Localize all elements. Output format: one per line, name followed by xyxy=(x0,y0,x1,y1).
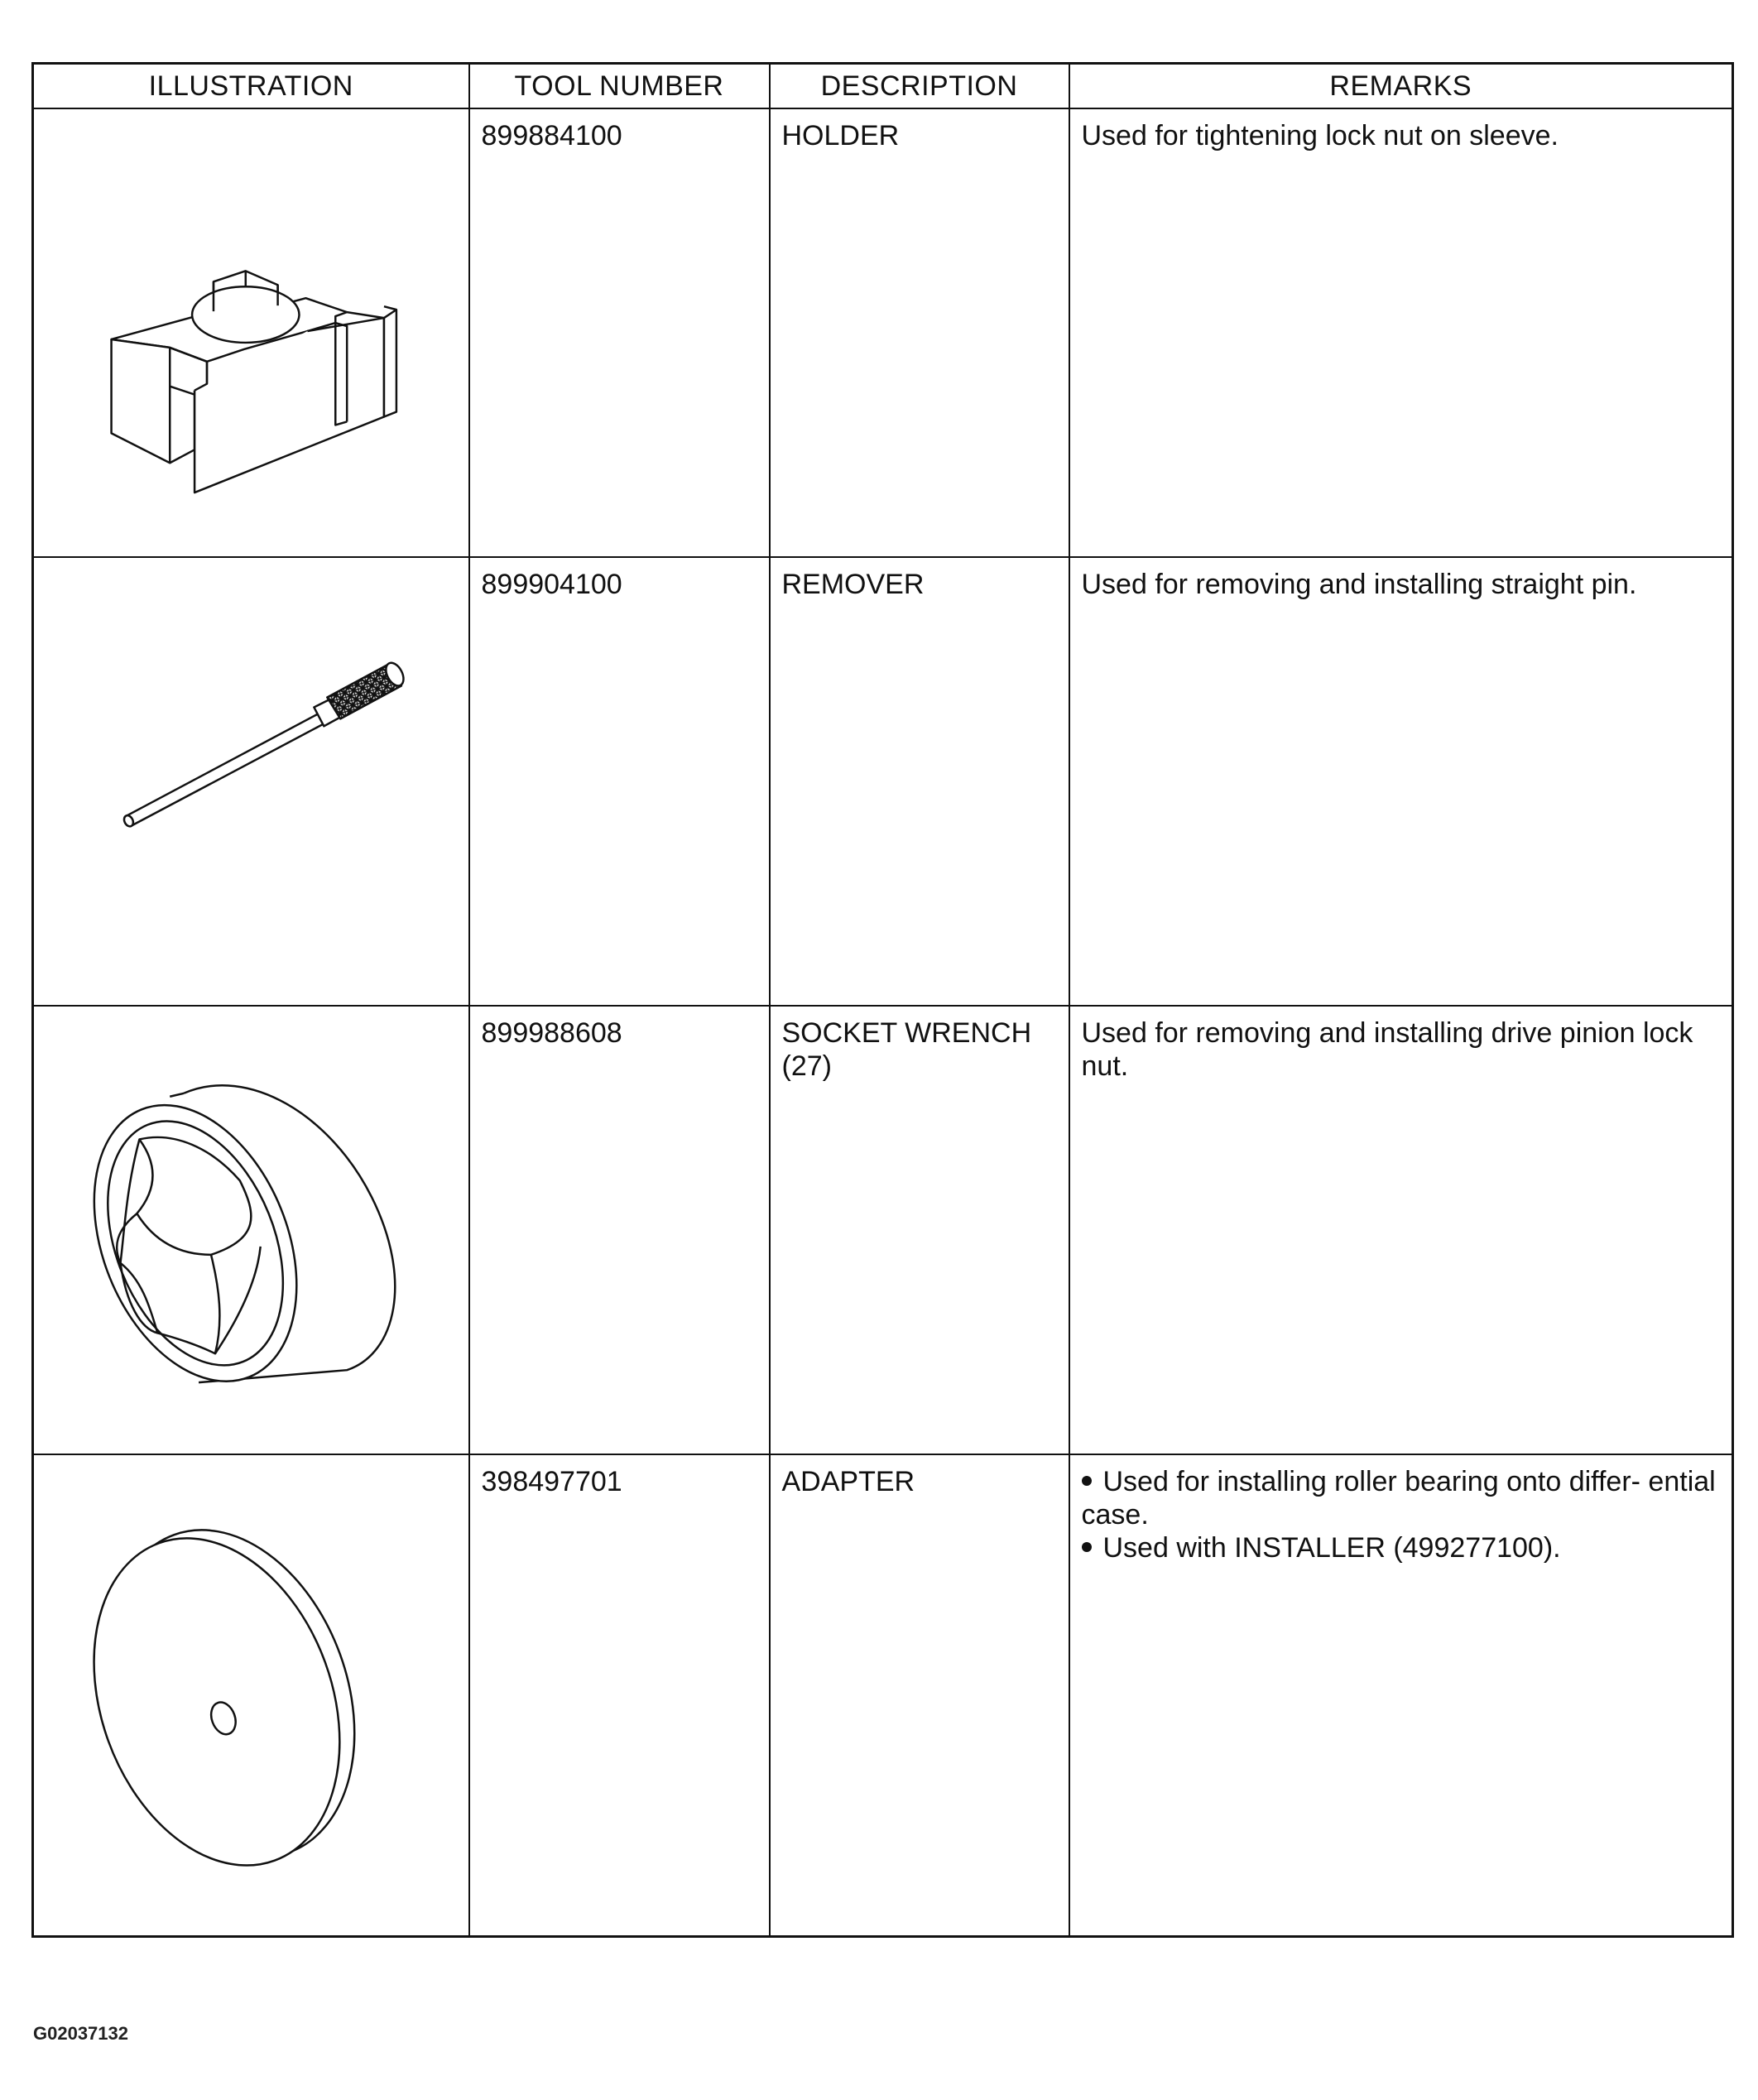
table-row xyxy=(33,1454,1733,1937)
remark-text: Used for installing roller bearing onto differ- ential case. xyxy=(1081,1466,1716,1531)
remover-pin-icon xyxy=(34,558,468,1005)
tool-number-cell xyxy=(469,1454,770,1937)
remarks-cell xyxy=(1069,1006,1733,1454)
list-item xyxy=(1082,1465,1721,1531)
header-tool-number: TOOL NUMBER xyxy=(469,64,770,109)
tool-number: 899904100 xyxy=(481,569,622,600)
description: ADAPTER xyxy=(781,1466,915,1497)
illustration-cell xyxy=(33,557,469,1006)
table-row xyxy=(33,108,1733,557)
holder-icon xyxy=(34,109,468,556)
table-row xyxy=(33,1006,1733,1454)
bullet-icon xyxy=(1082,1476,1092,1486)
socket-wrench-icon xyxy=(34,1007,468,1454)
remarks-list xyxy=(1070,1455,1732,1564)
remark-text: Used for removing and installing drive pinion lock nut. xyxy=(1081,1017,1693,1082)
tool-number: 899988608 xyxy=(481,1017,622,1049)
special-tools-table xyxy=(31,62,1734,1938)
tool-number: 398497701 xyxy=(481,1466,622,1497)
figure-code: G02037132 xyxy=(33,2023,128,2044)
illustration-cell xyxy=(33,108,469,557)
illustration-cell xyxy=(33,1454,469,1937)
bullet-icon xyxy=(1082,1542,1092,1552)
tool-number-cell xyxy=(469,557,770,1006)
remarks-cell xyxy=(1069,1454,1733,1937)
remarks-cell xyxy=(1069,108,1733,557)
tool-number-cell xyxy=(469,108,770,557)
header-description: DESCRIPTION xyxy=(770,64,1069,109)
remark-text: Used for tightening lock nut on sleeve. xyxy=(1081,120,1559,151)
header-remarks: REMARKS xyxy=(1069,64,1733,109)
description-cell xyxy=(770,1006,1069,1454)
description-cell xyxy=(770,557,1069,1006)
header-illustration: ILLUSTRATION xyxy=(33,64,469,109)
description: SOCKET WRENCH (27) xyxy=(781,1017,1032,1082)
adapter-disc-icon xyxy=(34,1455,468,1935)
description: HOLDER xyxy=(781,120,900,151)
tool-number: 899884100 xyxy=(481,120,622,151)
tool-number-cell xyxy=(469,1006,770,1454)
description-cell xyxy=(770,1454,1069,1937)
table-header-row xyxy=(33,64,1733,109)
remarks-cell xyxy=(1069,557,1733,1006)
list-item xyxy=(1082,1531,1721,1564)
remark-text: Used with INSTALLER (499277100). xyxy=(1102,1532,1561,1564)
description: REMOVER xyxy=(781,569,925,600)
illustration-cell xyxy=(33,1006,469,1454)
description-cell xyxy=(770,108,1069,557)
remark-text: Used for removing and installing straight pin. xyxy=(1081,569,1637,600)
table-row xyxy=(33,557,1733,1006)
